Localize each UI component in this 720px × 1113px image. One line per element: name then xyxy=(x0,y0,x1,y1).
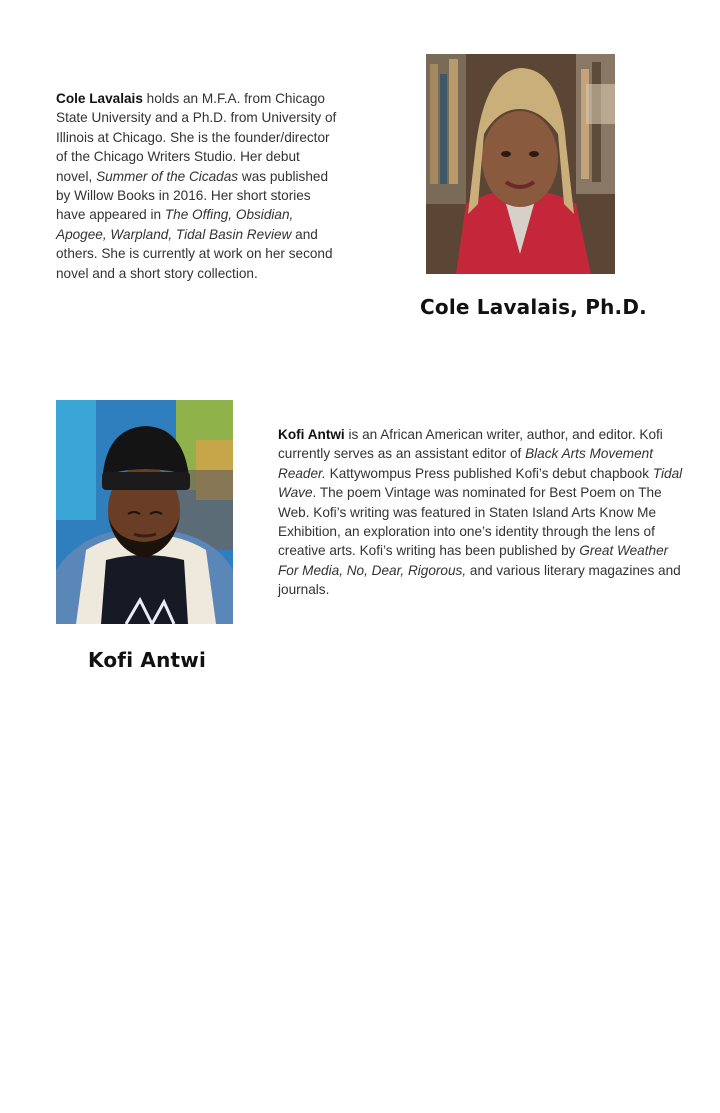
bio-italic-title: Summer of the Cicadas xyxy=(96,168,239,184)
bio-text: is an African American writer, author, and editor. Kofi currently serves as an assistant editor of xyxy=(278,427,663,462)
cole-lavalais-photo xyxy=(426,54,615,274)
bio-name-bold: Cole Lavalais xyxy=(56,91,143,106)
bio-italic-title: The Offing, Obsidian, Apogee, Warpland, Tidal Basin Review xyxy=(56,207,294,242)
bio-text: holds an M.F.A. from Chicago State University and a Ph.D. from University of Illinois at Chicago. She is the founder/director of the Chicago Writers Studio. Her debut novel, xyxy=(56,91,337,184)
kofi-antwi-name: Kofi Antwi xyxy=(88,648,207,672)
kofi-antwi-photo xyxy=(56,400,233,624)
bio-text: . The poem Vintage was nominated for Best Poem on The Web. Kofi’s writing was featured in Staten Island Arts Know Me Exhibition, an exploration into one’s identity through the lens of creative arts. Kofi’s writing has been published by xyxy=(278,485,662,559)
bio-italic-title: Tidal Wave xyxy=(278,465,683,501)
cole-lavalais-name: Cole Lavalais, Ph.D. xyxy=(420,295,647,319)
cole-lavalais-bio xyxy=(56,89,338,283)
bio-text: and various literary magazines and journals. xyxy=(278,562,681,598)
kofi-antwi-bio xyxy=(278,425,690,600)
bio-name-bold: Kofi Antwi xyxy=(278,427,345,442)
bio-italic-title: Black Arts Movement Reader. xyxy=(278,446,653,481)
bio-italic-title: Great Weather For Media, No, Dear, Rigorous, xyxy=(278,543,669,578)
bio-text: was published by Willow Books in 2016. Her short stories have appeared in xyxy=(56,168,329,223)
bio-text: Kattywompus Press published Kofi’s debut chapbook xyxy=(325,465,653,481)
bio-text: and others. She is currently at work on her second novel and a short story collection. xyxy=(56,226,333,281)
